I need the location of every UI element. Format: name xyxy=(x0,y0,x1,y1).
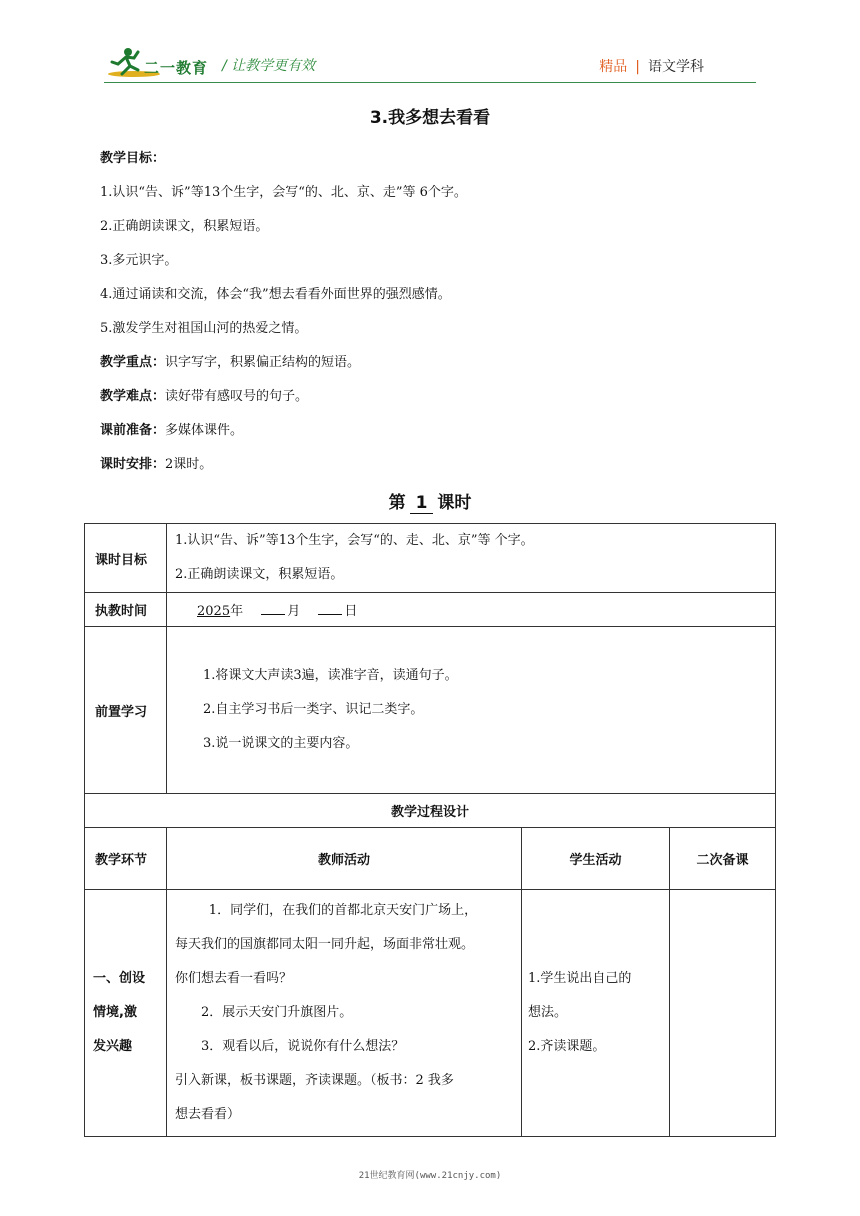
student-line-3: 2.齐读课题。 xyxy=(528,1039,606,1054)
quality-label: 精品 xyxy=(599,59,628,75)
lesson-title: 第 1 课时 xyxy=(388,493,472,513)
subject-label: 语文学科 xyxy=(648,59,704,75)
brand-slogan: / 让教学更有效 xyxy=(222,58,316,74)
notes-cell xyxy=(670,890,776,1137)
pre-item-2: 2.自主学习书后一类字、识记二类字。 xyxy=(203,702,424,717)
teacher-line-1: 1．同学们，在我们的首都北京天安门广场上， xyxy=(208,903,478,918)
objective-3: 3.多元识字。 xyxy=(100,253,178,268)
goal-1: 1.认识“告、诉”等13个生字，会写“的、走、北、京”等 个字。 xyxy=(175,533,534,548)
teacher-activity xyxy=(167,890,522,1137)
key-point: 教学重点：识字写字，积累偏正结构的短语。 xyxy=(100,355,361,370)
objectives-heading: 教学目标： xyxy=(100,151,166,166)
pre-item-1: 1.将课文大声读3遍，读准字音，读通句子。 xyxy=(203,668,458,683)
stage-1-label: 一、创设 情境,激 发兴趣 xyxy=(85,890,167,1137)
teacher-line-3: 你们想去看一看吗？ xyxy=(175,971,293,986)
process-title-row xyxy=(85,794,776,828)
pre-study-label: 前置学习 xyxy=(85,627,167,794)
col-notes: 二次备课 xyxy=(670,828,776,890)
header-subject-tag xyxy=(599,56,704,76)
teacher-line-2: 每天我们的国旗都同太阳一同升起，场面非常壮观。 xyxy=(175,937,475,952)
goal-2: 2.正确朗读课文，积累短语。 xyxy=(175,567,344,582)
column-header-row xyxy=(85,828,776,890)
objective-5: 5.激发学生对祖国山河的热爱之情。 xyxy=(100,321,308,336)
pre-study-row xyxy=(85,627,776,794)
brand-name: 二一教育 xyxy=(144,59,209,77)
process-title: 教学过程设计 xyxy=(85,794,776,828)
goal-cell xyxy=(167,524,776,593)
teacher-line-6: 引入新课，板书课题，齐读课题。（板书：2 我多 xyxy=(175,1073,454,1088)
document-title: 3.我多想去看看 xyxy=(369,108,491,128)
objective-2: 2.正确朗读课文，积累短语。 xyxy=(100,219,269,234)
page-header xyxy=(0,0,860,82)
goal-row xyxy=(85,524,776,593)
time-row xyxy=(85,593,776,627)
pre-item-3: 3.说一说课文的主要内容。 xyxy=(203,736,359,751)
student-activity xyxy=(522,890,670,1137)
col-student: 学生活动 xyxy=(522,828,670,890)
pre-study-cell xyxy=(167,627,776,794)
difficulty: 教学难点：读好带有感叹号的句子。 xyxy=(100,389,309,404)
header-separator: | xyxy=(635,59,640,75)
goal-label: 课时目标 xyxy=(85,524,167,593)
lesson-plan-table xyxy=(84,523,776,1137)
time-cell: 2025年 月 日 xyxy=(167,593,776,627)
header-divider xyxy=(104,82,756,83)
time-label: 执教时间 xyxy=(85,593,167,627)
student-line-1: 1.学生说出自己的 xyxy=(528,971,632,986)
objective-1: 1.认识“告、诉”等13个生字，会写“的、北、京、走”等 6个字。 xyxy=(100,185,467,200)
page-footer: 21世纪教育网(www.21cnjy.com) xyxy=(358,1171,502,1181)
stage-1-row xyxy=(85,890,776,1137)
teacher-line-4: 2．展示天安门升旗图片。 xyxy=(201,1005,353,1020)
col-teacher: 教师活动 xyxy=(167,828,522,890)
year-value: 2025 xyxy=(197,604,231,619)
preparation: 课前准备：多媒体课件。 xyxy=(100,423,244,438)
teacher-line-5: 3．观看以后，说说你有什么想法？ xyxy=(201,1039,405,1054)
teacher-line-7: 想去看看） xyxy=(175,1107,241,1122)
objective-4: 4.通过诵读和交流，体会“我”想去看看外面世界的强烈感情。 xyxy=(100,287,451,302)
lesson-number: 1 xyxy=(410,493,434,514)
schedule: 课时安排：2课时。 xyxy=(100,457,213,472)
student-line-2: 想法。 xyxy=(528,1005,568,1020)
col-stage: 教学环节 xyxy=(85,828,167,890)
